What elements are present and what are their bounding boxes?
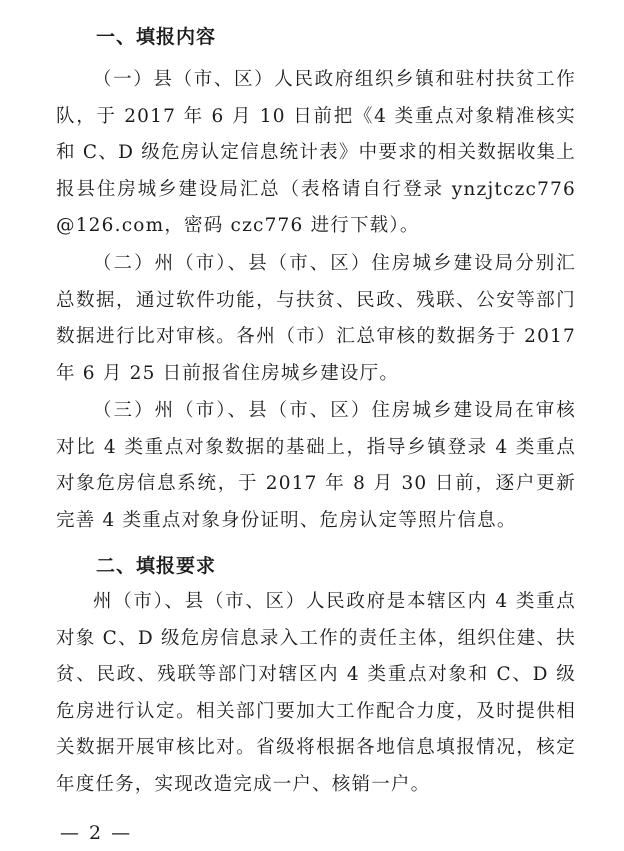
paragraph-item-2: （二）州（市）、县（市、区）住房城乡建设局分别汇总数据，通过软件功能，与扶贫、民政、残联、公安等部门数据进行比对审核。各州（市）汇总审核的数据务于 2017 年 6 月 25 日前报省住房城乡建设厅。 <box>56 253 576 384</box>
page-number: — 2 — <box>60 822 133 844</box>
paragraph-requirements: 州（市）、县（市、区）人民政府是本辖区内 4 类重点对象 C、D 级危房信息录入工作的责任主体，组织住建、扶贫、民政、残联等部门对辖区内 4 类重点对象和 C、D 级危房进行认定。相关部门要加大工作配合力度，及时提供相关数据开展审核比对。省级将根据各地信息填报情况，核定年度任务，实现改造完成一户、核销一户。 <box>56 591 576 795</box>
paragraph-item-1: （一）县（市、区）人民政府组织乡镇和驻村扶贫工作队，于 2017 年 6 月 10 日前把《4 类重点对象精准核实和 C、D 级危房认定信息统计表》中要求的相关数据收集上报县住房城乡建设局汇总（表格请自行登录 ynzjtczc776@126.com，密码 czc776 进行下载）。 <box>56 69 576 237</box>
paragraph-item-3: （三）州（市）、县（市、区）住房城乡建设局在审核对比 4 类重点对象数据的基础上，指导乡镇登录 4 类重点对象危房信息系统，于 2017 年 8 月 30 日前，逐户更新完善 4 类重点对象身份证明、危房认定等照片信息。 <box>56 400 576 531</box>
section-heading-fill-requirements: 二、填报要求 <box>96 555 217 577</box>
section-heading-fill-content: 一、填报内容 <box>96 26 217 48</box>
